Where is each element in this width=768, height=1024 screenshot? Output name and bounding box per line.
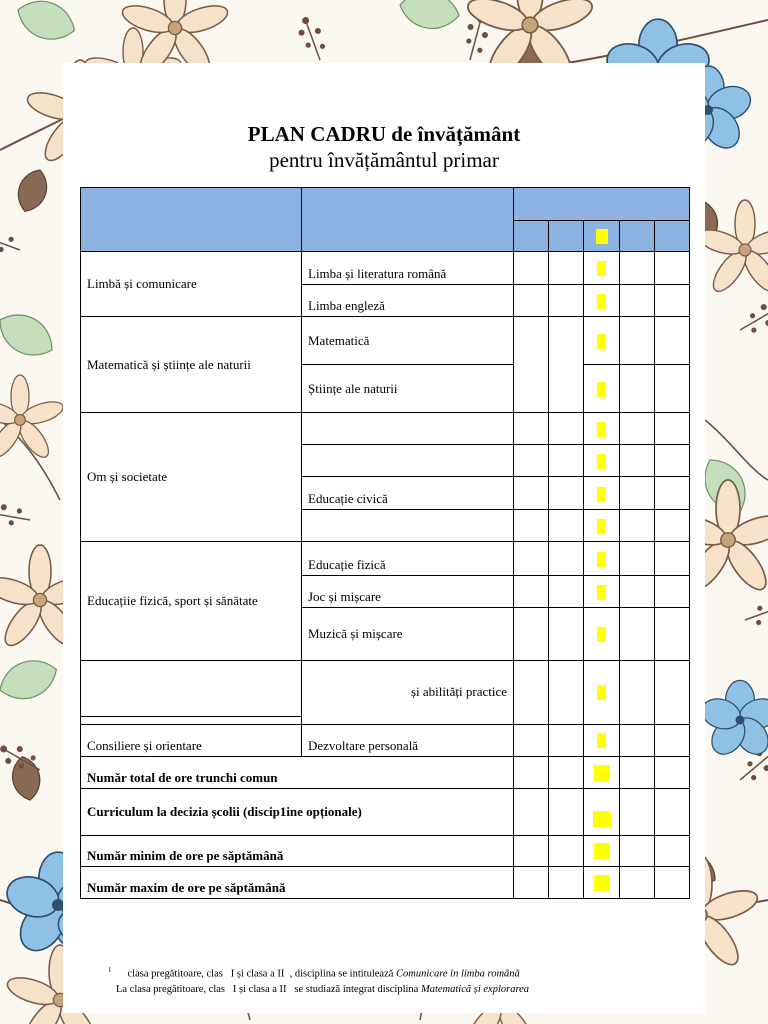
document-title: PLAN CADRU de învățământ: [247, 122, 521, 146]
value-cell: [620, 542, 655, 576]
highlight-mark: [597, 454, 606, 469]
value-cell: [514, 510, 549, 542]
area-cell: [81, 660, 302, 724]
value-cell: [549, 317, 584, 413]
subject-cell: [302, 510, 514, 542]
value-cell: [655, 365, 690, 413]
subject-cell: Științe ale naturii: [302, 365, 514, 413]
value-cell: [549, 608, 584, 660]
value-cell: [620, 788, 655, 835]
value-cell: [620, 866, 655, 898]
footnote-line: [108, 963, 698, 982]
footnote-text: I și clasa a II: [232, 983, 287, 995]
value-cell: [655, 608, 690, 660]
highlight-mark: [596, 229, 608, 244]
header-cell: [302, 188, 514, 252]
table-row: [81, 788, 690, 835]
value-cell: [655, 285, 690, 317]
total-trunchi-label: Număr total de ore trunchi comun: [81, 756, 514, 788]
highlight-mark: [597, 627, 606, 642]
value-cell: [549, 285, 584, 317]
highlight-mark: [597, 519, 606, 534]
value-cell: [620, 724, 655, 756]
maxim-label: Număr maxim de ore pe săptămână: [81, 866, 514, 898]
value-cell: [584, 542, 620, 576]
subject-cell: Educație civică: [302, 477, 514, 510]
footnote-text: clasa pregătitoare, clas: [127, 968, 223, 980]
table-row: [81, 317, 690, 365]
subject-cell: [302, 445, 514, 477]
footnote-emphasis: Comunicare în limba română: [396, 968, 520, 980]
minim-label: Număr minim de ore pe săptămână: [81, 835, 514, 866]
subject-cell: [302, 413, 514, 445]
subject-cell: Educație fizică: [302, 542, 514, 576]
value-cell: [584, 317, 620, 365]
footnote-line: [108, 982, 698, 997]
value-cell: [549, 866, 584, 898]
subject-cell: Joc și mișcare: [302, 576, 514, 608]
value-cell: [514, 576, 549, 608]
value-cell: [655, 252, 690, 285]
value-cell: [584, 445, 620, 477]
header-cell: [655, 221, 690, 252]
subject-cell: Limba engleză: [302, 285, 514, 317]
value-cell: [655, 477, 690, 510]
highlight-mark: [597, 261, 606, 276]
value-cell: [620, 756, 655, 788]
value-cell: [514, 285, 549, 317]
value-cell: [549, 756, 584, 788]
value-cell: [655, 576, 690, 608]
footnotes: [108, 963, 698, 997]
value-cell: [620, 608, 655, 660]
value-cell: [549, 413, 584, 445]
area-cell: Om și societate: [81, 413, 302, 542]
value-cell: [620, 510, 655, 542]
value-cell: [514, 413, 549, 445]
value-cell: [549, 724, 584, 756]
value-cell: [549, 445, 584, 477]
value-cell: [549, 788, 584, 835]
value-cell: [584, 413, 620, 445]
table-row: [81, 866, 690, 898]
value-cell: [655, 445, 690, 477]
header-cell: [514, 188, 690, 221]
value-cell: [584, 510, 620, 542]
value-cell: [620, 413, 655, 445]
header-cell: [620, 221, 655, 252]
footnote-text: I și clasa a II: [230, 968, 285, 980]
value-cell: [655, 835, 690, 866]
value-cell: [584, 756, 620, 788]
value-cell: [514, 724, 549, 756]
value-cell: [514, 866, 549, 898]
highlight-mark: [597, 294, 606, 309]
header-cell: [584, 221, 620, 252]
subject-cell: și abilități practice: [302, 660, 514, 724]
subject-cell: Dezvoltare personală: [302, 724, 514, 756]
value-cell: [549, 576, 584, 608]
area-cell: Limbă și comunicare: [81, 252, 302, 317]
value-cell: [514, 445, 549, 477]
footnote-text: se studiază integrat disciplina: [294, 983, 419, 995]
highlight-mark: [594, 843, 610, 859]
value-cell: [620, 660, 655, 724]
value-cell: [514, 252, 549, 285]
value-cell: [514, 660, 549, 724]
value-cell: [655, 866, 690, 898]
value-cell: [584, 477, 620, 510]
value-cell: [655, 542, 690, 576]
subject-cell: Limba și literatura română: [302, 252, 514, 285]
highlight-mark: [597, 422, 606, 437]
value-cell: [584, 866, 620, 898]
highlight-mark: [597, 685, 606, 700]
highlight-mark: [597, 552, 606, 567]
value-cell: [655, 724, 690, 756]
value-cell: [584, 724, 620, 756]
footnote-emphasis: Matematică și explorarea: [420, 983, 530, 995]
subject-cell: Matematică: [302, 317, 514, 365]
highlight-mark: [597, 733, 606, 748]
value-cell: [514, 608, 549, 660]
document-subtitle: pentru învățământul primar: [269, 148, 499, 172]
value-cell: [514, 788, 549, 835]
value-cell: [584, 576, 620, 608]
value-cell: [620, 445, 655, 477]
table-row: [81, 252, 690, 285]
value-cell: [620, 365, 655, 413]
footnote-text: , disciplina se intitulează: [289, 968, 394, 980]
value-cell: [514, 542, 549, 576]
highlight-mark: [597, 334, 606, 349]
value-cell: [584, 285, 620, 317]
value-cell: [514, 317, 549, 413]
value-cell: [584, 252, 620, 285]
value-cell: [655, 756, 690, 788]
value-cell: [514, 756, 549, 788]
value-cell: [655, 660, 690, 724]
table-header-row: [81, 188, 690, 221]
highlight-mark: [597, 382, 606, 397]
table-row: [81, 660, 690, 724]
curriculum-table: [80, 187, 690, 899]
value-cell: [620, 477, 655, 510]
value-cell: [549, 510, 584, 542]
value-cell: [620, 576, 655, 608]
area-cell: Educațiie fizică, sport și sănătate: [81, 542, 302, 660]
area-cell: Matematică și științe ale naturii: [81, 317, 302, 413]
table-row: [81, 835, 690, 866]
value-cell: [584, 365, 620, 413]
highlight-mark: [597, 487, 606, 502]
area-cell: Consiliere și orientare: [81, 724, 302, 756]
value-cell: [514, 477, 549, 510]
cds-label: Curriculum la decizia școlii (discip1ine opționale): [81, 788, 514, 835]
header-cell: [549, 221, 584, 252]
value-cell: [655, 510, 690, 542]
value-cell: [584, 835, 620, 866]
header-cell: [81, 188, 302, 252]
value-cell: [620, 285, 655, 317]
value-cell: [549, 252, 584, 285]
table-row: [81, 756, 690, 788]
value-cell: [549, 835, 584, 866]
footnote-marker: 1: [108, 966, 112, 974]
table-row: [81, 413, 690, 445]
value-cell: [620, 252, 655, 285]
highlight-mark: [594, 875, 610, 891]
value-cell: [584, 788, 620, 835]
footnote-text: La clasa pregătitoare, clas: [116, 983, 226, 995]
value-cell: [549, 660, 584, 724]
value-cell: [549, 542, 584, 576]
table-row: [81, 724, 690, 756]
value-cell: [620, 835, 655, 866]
highlight-mark: [593, 811, 611, 827]
value-cell: [549, 477, 584, 510]
value-cell: [514, 835, 549, 866]
value-cell: [655, 788, 690, 835]
table-row: [81, 542, 690, 576]
value-cell: [620, 317, 655, 365]
header-cell: [514, 221, 549, 252]
subject-cell: Muzică și mișcare: [302, 608, 514, 660]
highlight-mark: [597, 585, 606, 600]
value-cell: [584, 660, 620, 724]
value-cell: [655, 413, 690, 445]
value-cell: [655, 317, 690, 365]
highlight-mark: [594, 765, 610, 781]
value-cell: [584, 608, 620, 660]
